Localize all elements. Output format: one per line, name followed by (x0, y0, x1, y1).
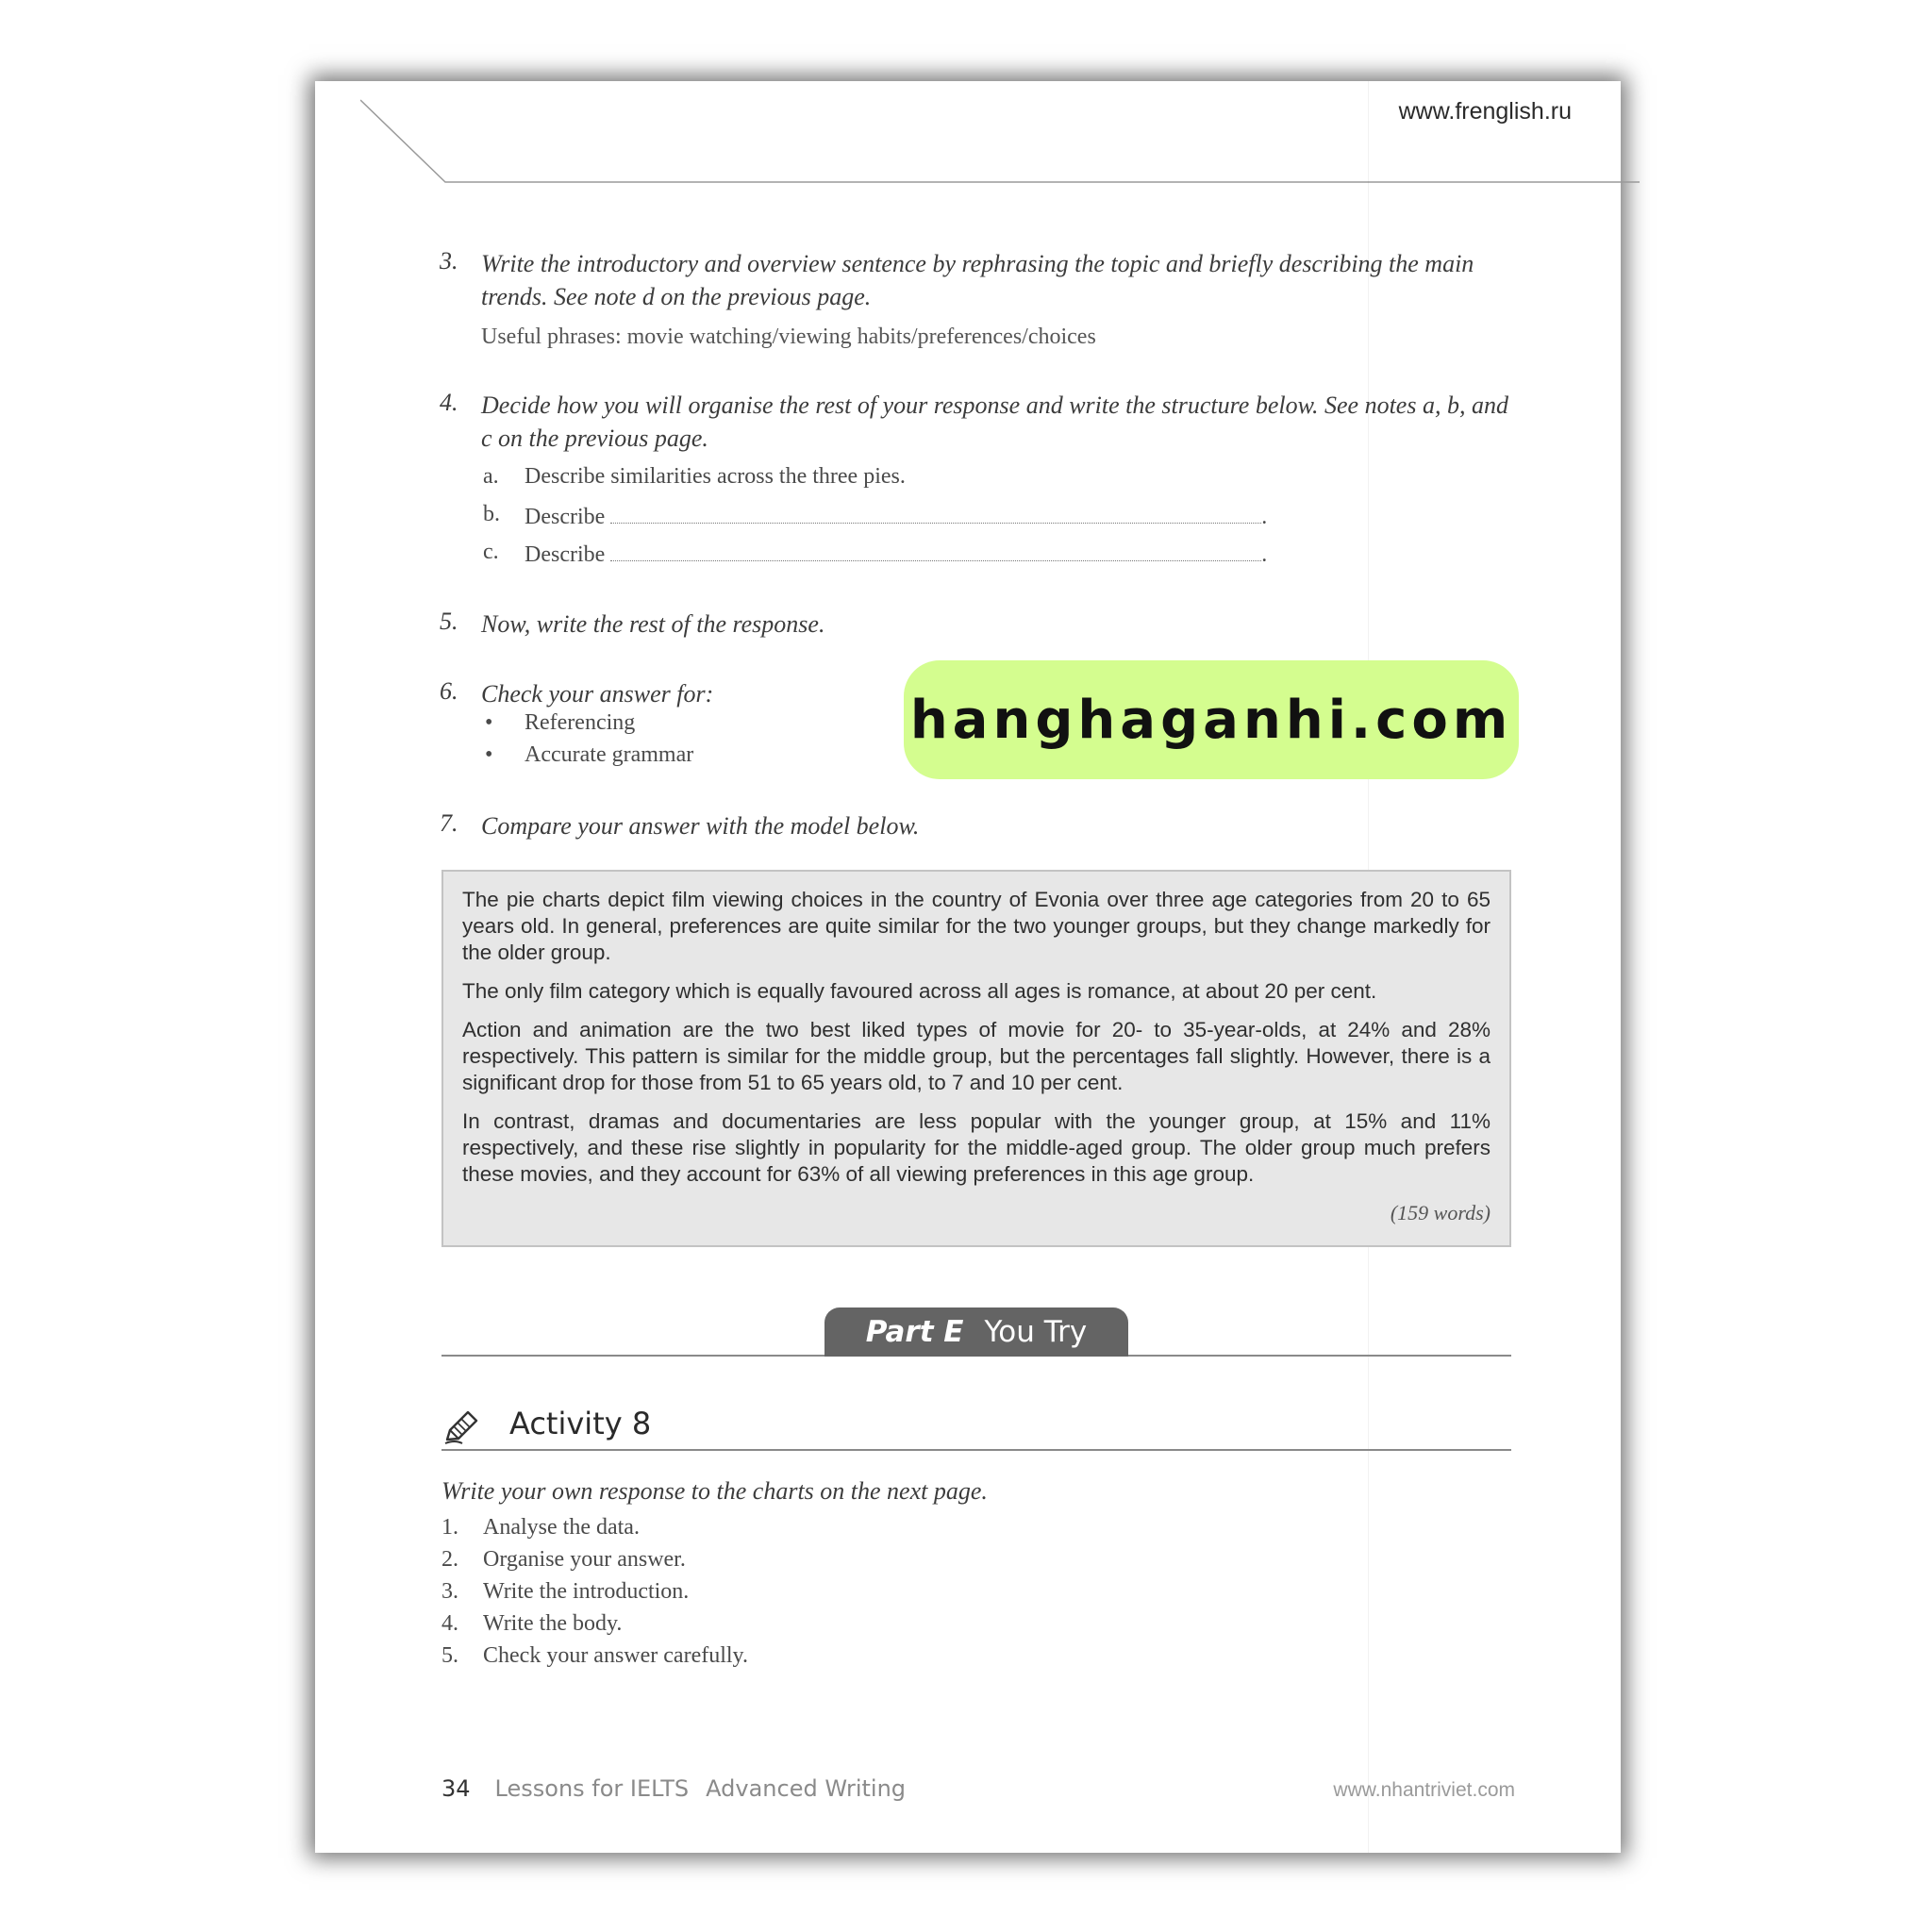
sub-end: . (1261, 505, 1268, 529)
item-number: 3. (440, 247, 458, 275)
footer-book-info (441, 1775, 906, 1802)
step-number: 1. (441, 1515, 458, 1540)
part-title: You Try (984, 1315, 1088, 1349)
structure-item-b (481, 502, 1515, 540)
sub-label: a. (483, 464, 499, 489)
item-text: Now, write the rest of the response. (481, 610, 825, 638)
structure-item-c (481, 540, 1515, 577)
instruction-item-7 (440, 809, 1515, 842)
step-number: 3. (441, 1579, 458, 1604)
activity-header (441, 1402, 1511, 1451)
item-text: Compare your answer with the model below. (481, 812, 920, 840)
step-number: 2. (441, 1547, 458, 1572)
model-paragraph: The pie charts depict film viewing choices in the country of Evonia over three age categories from 20 to 65 years old. In general, preferences are quite similar for the two younger groups, but they change markedly for the older group. (462, 888, 1491, 964)
header-url: www.frenglish.ru (1398, 98, 1572, 125)
item-text: Decide how you will organise the rest of your response and write the structure below. See notes a, b, and c on the previous page. (481, 391, 1508, 452)
step-text: Write the body. (483, 1611, 623, 1636)
item-number: 7. (440, 809, 458, 837)
pencil-icon (441, 1407, 481, 1447)
sub-label: b. (483, 502, 500, 526)
footer-url: www.nhantriviet.com (1333, 1779, 1515, 1801)
step-text: Write the introduction. (483, 1579, 690, 1604)
watermark-badge: hanghaganhi.com (904, 660, 1519, 779)
book-page (315, 81, 1621, 1853)
instruction-item-5 (440, 608, 1515, 641)
model-answer-box (441, 870, 1511, 1247)
step-number: 4. (441, 1611, 458, 1636)
instruction-item-4 (440, 389, 1515, 577)
sub-label: c. (483, 540, 499, 564)
bullet-text: Accurate grammar (525, 742, 694, 767)
part-label: Part E (865, 1315, 964, 1349)
answer-blank-c[interactable] (610, 540, 1261, 561)
part-tab (824, 1307, 1128, 1357)
bullet-dot: • (485, 710, 493, 735)
page-number: 34 (441, 1775, 471, 1802)
instruction-item-3 (440, 247, 1515, 350)
activity-instruction: Write your own response to the charts on the next page. (441, 1477, 988, 1505)
model-paragraph: Action and animation are the two best liked types of movie for 20- to 35-year-olds, at 24% and 28% respectively. This pattern is similar for the middle group, but the percentages fall slightly. However, there is a significant drop for those from 51 to 65 years old, to 7 and 10 per cent. (462, 1018, 1491, 1094)
item-number: 6. (440, 677, 458, 705)
sub-text: Describe (525, 542, 606, 567)
bullet-text: Referencing (525, 710, 636, 735)
sub-text: Describe (525, 505, 606, 529)
book-subtitle: Advanced Writing (706, 1775, 907, 1802)
item-number: 5. (440, 608, 458, 635)
sub-text: Describe similarities across the three pies. (525, 464, 906, 489)
step-text: Organise your answer. (483, 1547, 686, 1572)
step-number: 5. (441, 1643, 458, 1668)
item-text: Check your answer for: (481, 680, 714, 708)
item-number: 4. (440, 389, 458, 416)
book-title: Lessons for IELTS (494, 1775, 690, 1802)
model-paragraph: In contrast, dramas and documentaries are less popular with the younger group, at 15% and 11% respectively, and these rise slightly in popularity for the middle-aged group. The older group much prefers these movies, and they account for 63% of all viewing preferences in this age group. (462, 1109, 1491, 1186)
answer-blank-b[interactable] (610, 502, 1261, 524)
structure-item-a (481, 464, 1515, 502)
step-text: Analyse the data. (483, 1515, 640, 1540)
activity-title: Activity 8 (509, 1406, 652, 1441)
sub-end: . (1261, 542, 1268, 567)
item-text: Write the introductory and overview sentence by rephrasing the topic and briefly describing the main trends. See note d on the previous page. (481, 250, 1474, 310)
word-count: (159 words) (1390, 1201, 1491, 1224)
useful-phrases: Useful phrases: movie watching/viewing habits/preferences/choices (481, 325, 1096, 349)
bullet-dot: • (485, 742, 493, 767)
model-paragraph: The only film category which is equally favoured across all ages is romance, at about 20 per cent. (462, 979, 1377, 1003)
step-text: Check your answer carefully. (483, 1643, 748, 1668)
